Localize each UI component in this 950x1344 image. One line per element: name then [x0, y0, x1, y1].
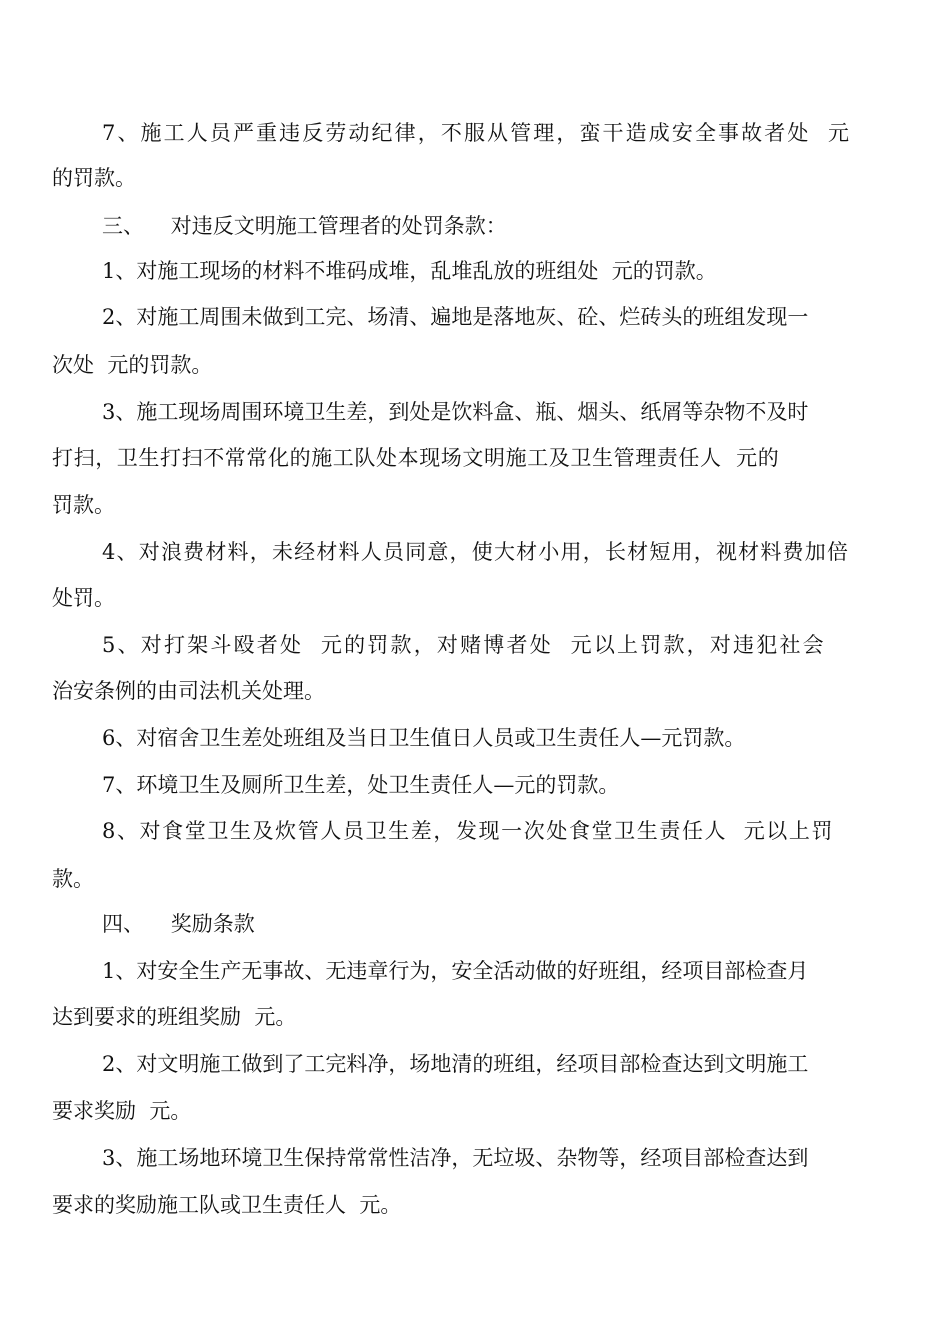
paragraph-line: 1、对安全生产无事故、无违章行为，安全活动做的好班组，经项目部检查月: [102, 959, 809, 983]
paragraph-line: 要求的奖励施工队或卫生责任人 元。: [52, 1193, 402, 1217]
paragraph-line: 8、对食堂卫生及炊管人员卫生差，发现一次处食堂卫生责任人 元以上罚: [102, 819, 835, 843]
paragraph-line: 3、施工现场周围环境卫生差，到处是饮料盒、瓶、烟头、纸屑等杂物不及时: [102, 400, 809, 424]
paragraph-line: 处罚。: [52, 586, 115, 610]
paragraph-line: 打扫，卫生打扫不常常化的施工队处本现场文明施工及卫生管理责任人 元的: [52, 446, 780, 470]
paragraph-line: 1、对施工现场的材料不堆码成堆，乱堆乱放的班组处 元的罚款。: [102, 259, 717, 283]
paragraph-line: 7、环境卫生及厕所卫生差，处卫生责任人—元的罚款。: [102, 773, 620, 797]
paragraph-line: 达到要求的班组奖励 元。: [52, 1005, 297, 1029]
paragraph-line: 款。: [52, 867, 94, 891]
paragraph-line: 2、对施工周围未做到工完、场清、遍地是落地灰、砼、烂砖头的班组发现一: [102, 305, 809, 329]
paragraph-line: 7、施工人员严重违反劳动纪律，不服从管理，蛮干造成安全事故者处 元: [102, 121, 852, 145]
paragraph-line: 6、对宿舍卫生差处班组及当日卫生值日人员或卫生责任人—元罚款。: [102, 726, 746, 750]
paragraph-line: 3、施工场地环境卫生保持常常性洁净，无垃圾、杂物等，经项目部检查达到: [102, 1146, 809, 1170]
section-heading: 三、 对违反文明施工管理者的处罚条款：: [102, 214, 507, 238]
paragraph-line: 罚款。: [52, 493, 115, 517]
paragraph-line: 的罚款。: [52, 166, 136, 190]
paragraph-line: 5、对打架斗殴者处 元的罚款，对赌博者处 元以上罚款，对违犯社会: [102, 633, 826, 657]
paragraph-line: 次处 元的罚款。: [52, 353, 213, 377]
section-heading: 四、 奖励条款: [102, 912, 255, 936]
paragraph-line: 要求奖励 元。: [52, 1099, 192, 1123]
paragraph-line: 4、对浪费材料，未经材料人员同意，使大材小用，长材短用，视材料费加倍: [102, 540, 850, 564]
paragraph-line: 治安条例的由司法机关处理。: [52, 679, 325, 703]
paragraph-line: 2、对文明施工做到了工完料净，场地清的班组，经项目部检查达到文明施工: [102, 1052, 809, 1076]
